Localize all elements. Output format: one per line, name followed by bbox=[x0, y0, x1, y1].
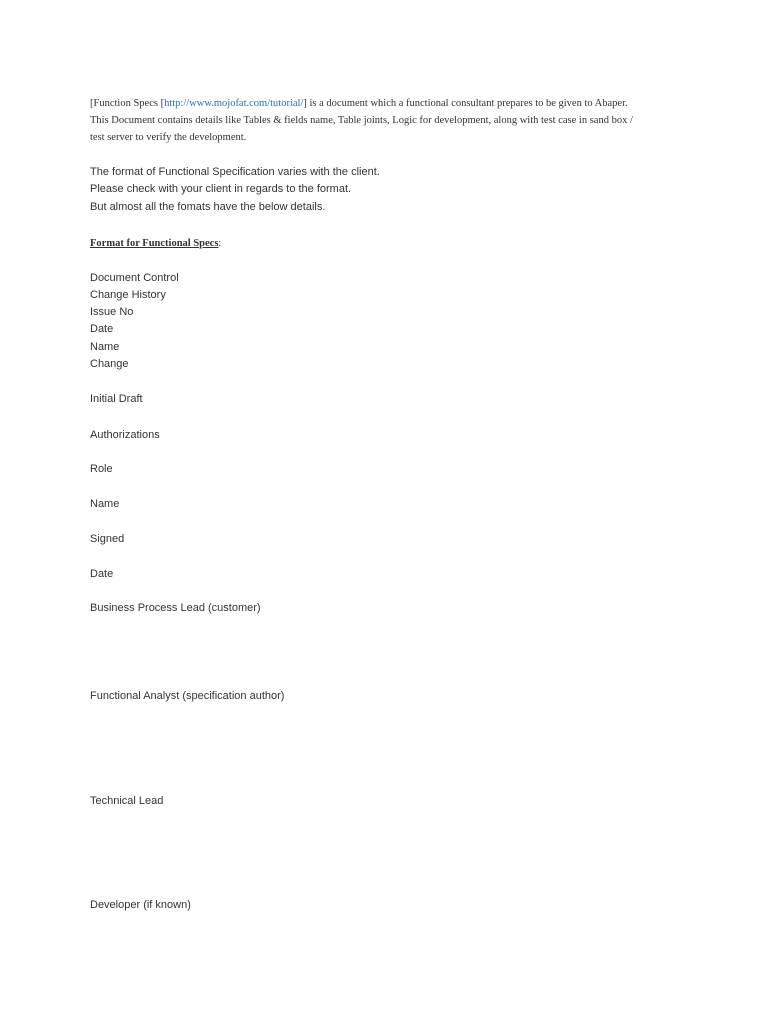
doc-control-item: Name bbox=[90, 341, 120, 353]
doc-control-item: Document Control bbox=[90, 272, 179, 284]
intro-text-suffix: ] is a document which a functional consultant prepares to be given to Abaper. bbox=[303, 98, 628, 109]
intro-line-1 bbox=[90, 95, 628, 112]
section-heading bbox=[90, 235, 221, 252]
auth-column-role: Role bbox=[90, 463, 113, 475]
initial-draft-label: Initial Draft bbox=[90, 393, 143, 405]
doc-control-item: Change History bbox=[90, 289, 166, 301]
intro-text-prefix: [Function Specs [ bbox=[90, 98, 165, 109]
doc-control-item: Issue No bbox=[90, 306, 134, 318]
section-heading-colon: : bbox=[218, 238, 222, 249]
auth-column-date: Date bbox=[90, 568, 114, 580]
role-business-process-lead: Business Process Lead (customer) bbox=[90, 602, 261, 614]
section-heading-text: Format for Functional Specs bbox=[90, 238, 219, 249]
format-note-line-1: The format of Functional Specification varies with the client. bbox=[90, 166, 380, 178]
doc-control-item: Change bbox=[90, 358, 129, 370]
auth-column-signed: Signed bbox=[90, 533, 125, 545]
role-functional-analyst: Functional Analyst (specification author) bbox=[90, 690, 285, 702]
doc-control-item: Date bbox=[90, 323, 114, 335]
role-developer: Developer (if known) bbox=[90, 899, 191, 911]
role-technical-lead: Technical Lead bbox=[90, 795, 164, 807]
intro-line-2: This Document contains details like Tables & fields name, Table joints, Logic for development, along with test case in sand box / bbox=[90, 115, 633, 126]
tutorial-link[interactable]: http://www.mojofat.com/tutorial/ bbox=[164, 98, 304, 109]
format-note-line-2: Please check with your client in regards to the format. bbox=[90, 183, 352, 195]
auth-column-name: Name bbox=[90, 498, 120, 510]
intro-line-3: test server to verify the development. bbox=[90, 132, 247, 143]
authorizations-label: Authorizations bbox=[90, 429, 160, 441]
format-note-line-3: But almost all the fomats have the below details. bbox=[90, 201, 326, 213]
